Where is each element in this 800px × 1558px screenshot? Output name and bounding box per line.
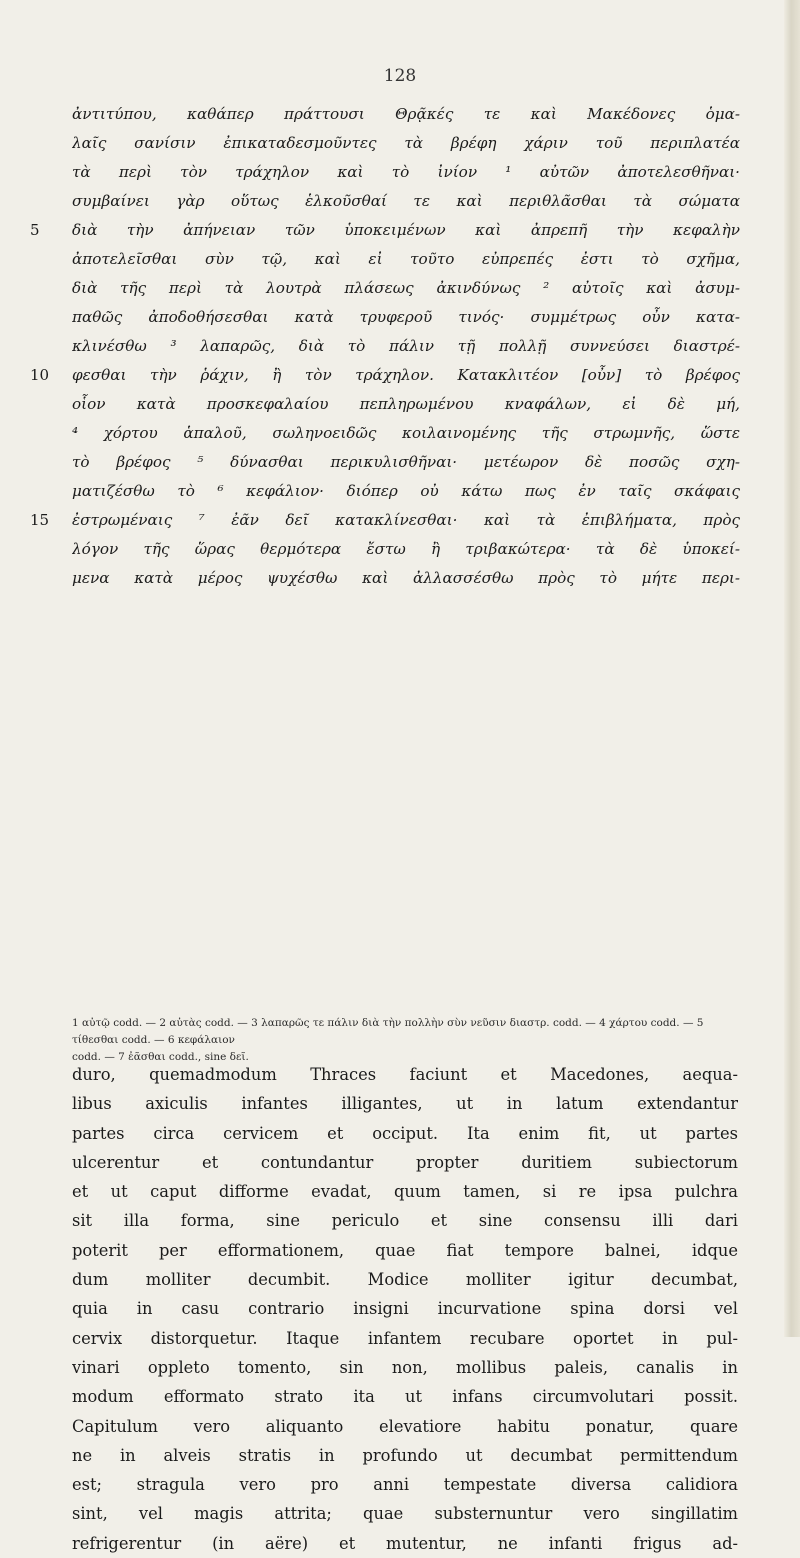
greek-line: [30, 158, 740, 187]
footnote-line: codd. — 7 ἐᾶσθαι codd., sine δεῖ.: [72, 1051, 249, 1063]
page-number: 128: [383, 66, 417, 86]
line-number: 15: [30, 511, 50, 529]
greek-line: [30, 390, 740, 419]
latin-line: refrigerentur (in aëre) et mutentur, ne infanti frigus ad-: [72, 1533, 738, 1553]
greek-line-text: τὸ βρέφος ⁵ δύνασθαι περικυλισθῆναι· μετέωρον δὲ ποσῶς σχη-: [72, 453, 740, 471]
greek-line-text: φεσθαι τὴν ῥάχιν, ἢ τὸν τράχηλον. Κατακλιτέον [οὖν] τὸ βρέφος: [72, 366, 740, 384]
latin-line: ulcerentur et contundantur propter duritiem subiectorum: [72, 1152, 738, 1172]
greek-line-text: ⁴ χόρτου ἁπαλοῦ, σωληνοειδῶς κοιλαινομένης τῆς στρωμνῆς, ὥστε: [72, 424, 740, 442]
greek-text-block: [30, 100, 740, 593]
greek-line: [30, 216, 740, 245]
greek-line: [30, 535, 740, 564]
footnotes: [72, 1015, 738, 1066]
line-number: 10: [30, 366, 50, 384]
greek-line-text: διὰ τῆς περὶ τὰ λουτρὰ πλάσεως ἀκινδύνως ² αὐτοῖς καὶ ἀσυμ-: [72, 279, 740, 297]
latin-line: duro, quemadmodum Thraces faciunt et Macedones, aequa-: [72, 1065, 738, 1084]
latin-line: dum molliter decumbit. Modice molliter igitur decumbat,: [72, 1270, 738, 1290]
greek-line: [30, 477, 740, 506]
greek-line: [30, 506, 740, 535]
greek-line: [30, 361, 740, 390]
greek-line-text: οἷον κατὰ προσκεφαλαίου πεπληρωμένου κναφάλων, εἰ δὲ μή,: [72, 395, 740, 413]
greek-line-text: συμβαίνει γὰρ οὕτως ἑλκοῦσθαί τε καὶ περιθλᾶσθαι τὰ σώματα: [72, 192, 740, 210]
greek-line-text: διὰ τὴν ἀπήνειαν τῶν ὑποκειμένων καὶ ἀπρεπῆ τὴν κεφαλὴν: [72, 221, 740, 239]
greek-line: [30, 187, 740, 216]
greek-line-text: ἀποτελεῖσθαι σὺν τῷ, καὶ εἰ τοῦτο εὐπρεπές ἐστι τὸ σχῆμα,: [72, 250, 740, 268]
greek-line-text: ἀντιτύπου, καθάπερ πράττουσι Θρᾷκές τε καὶ Μακέδονες ὁμα-: [72, 105, 740, 123]
greek-line-text: ἐστρωμέναις ⁷ ἐᾶν δεῖ κατακλίνεσθαι· καὶ τὰ ἐπιβλήματα, πρὸς: [72, 511, 740, 529]
latin-line: est; stragula vero pro anni tempestate diversa calidiora: [72, 1475, 738, 1495]
footnote-line: 1 αὐτῷ codd. — 2 αὐτὰς codd. — 3 λαπαρῶς τε πάλιν διὰ τὴν πολλὴν σὺν νεῦσιν διαστρ. codd. — 4 χάρτου codd. — 5 τίθεσθαι codd. — 6 κεφάλαιον: [72, 1017, 704, 1046]
greek-line-text: τὰ περὶ τὸν τράχηλον καὶ τὸ ἰνίον ¹ αὐτῶν ἀποτελεσθῆναι·: [72, 163, 740, 181]
greek-line: [30, 564, 740, 593]
greek-line-text: ματιζέσθω τὸ ⁶ κεφάλιον· διόπερ οὐ κάτω πως ἐν ταῖς σκάφαις: [72, 482, 740, 500]
latin-line: quia in casu contrario insigni incurvatione spina dorsi vel: [72, 1299, 738, 1319]
greek-line-text: παθῶς ἀποδοθήσεσθαι κατὰ τρυφεροῦ τινός· συμμέτρως οὖν κατα-: [72, 308, 740, 326]
page-edge: [784, 0, 800, 1337]
greek-line: [30, 303, 740, 332]
latin-line: partes circa cervicem et occiput. Ita enim fit, ut partes: [72, 1123, 738, 1143]
latin-line: sit illa forma, sine periculo et sine consensu illi dari: [72, 1211, 738, 1231]
latin-line: modum efformato strato ita ut infans circumvolutari possit.: [72, 1387, 738, 1407]
latin-line: et ut caput difforme evadat, quum tamen, si re ipsa pulchra: [72, 1182, 738, 1202]
latin-line: cervix distorquetur. Itaque infantem recubare oportet in pul-: [72, 1328, 738, 1348]
greek-line-text: μενα κατὰ μέρος ψυχέσθω καὶ ἀλλασσέσθω πρὸς τὸ μήτε περι-: [72, 569, 740, 587]
latin-line: libus axiculis infantes illigantes, ut in latum extendantur: [72, 1094, 738, 1114]
latin-line: Capitulum vero aliquanto elevatiore habitu ponatur, quare: [72, 1416, 738, 1436]
greek-line-text: λόγον τῆς ὥρας θερμότερα ἔστω ἢ τριβακώτερα· τὰ δὲ ὑποκεί-: [72, 540, 740, 558]
greek-line-text: κλινέσθω ³ λαπαρῶς, διὰ τὸ πάλιν τῇ πολλῇ συννεύσει διαστρέ-: [72, 337, 740, 355]
greek-line: [30, 245, 740, 274]
latin-line: poterit per efformationem, quae fiat tempore balnei, idque: [72, 1240, 738, 1260]
greek-line: [30, 274, 740, 303]
greek-line: [30, 129, 740, 158]
greek-line: [30, 100, 740, 129]
line-number: 5: [30, 221, 40, 239]
latin-line: sint, vel magis attrita; quae substernuntur vero singillatim: [72, 1504, 738, 1524]
greek-line-text: λαῖς σανίσιν ἐπικαταδεσμοῦντες τὰ βρέφη χάριν τοῦ περιπλατέα: [72, 134, 740, 152]
greek-line: [30, 448, 740, 477]
latin-text-block: [72, 1060, 738, 1558]
latin-line: ne in alveis stratis in profundo ut decumbat permittendum: [72, 1445, 738, 1465]
greek-line: [30, 332, 740, 361]
latin-line: vinari oppleto tomento, sin non, mollibus paleis, canalis in: [72, 1357, 738, 1377]
greek-line: [30, 419, 740, 448]
